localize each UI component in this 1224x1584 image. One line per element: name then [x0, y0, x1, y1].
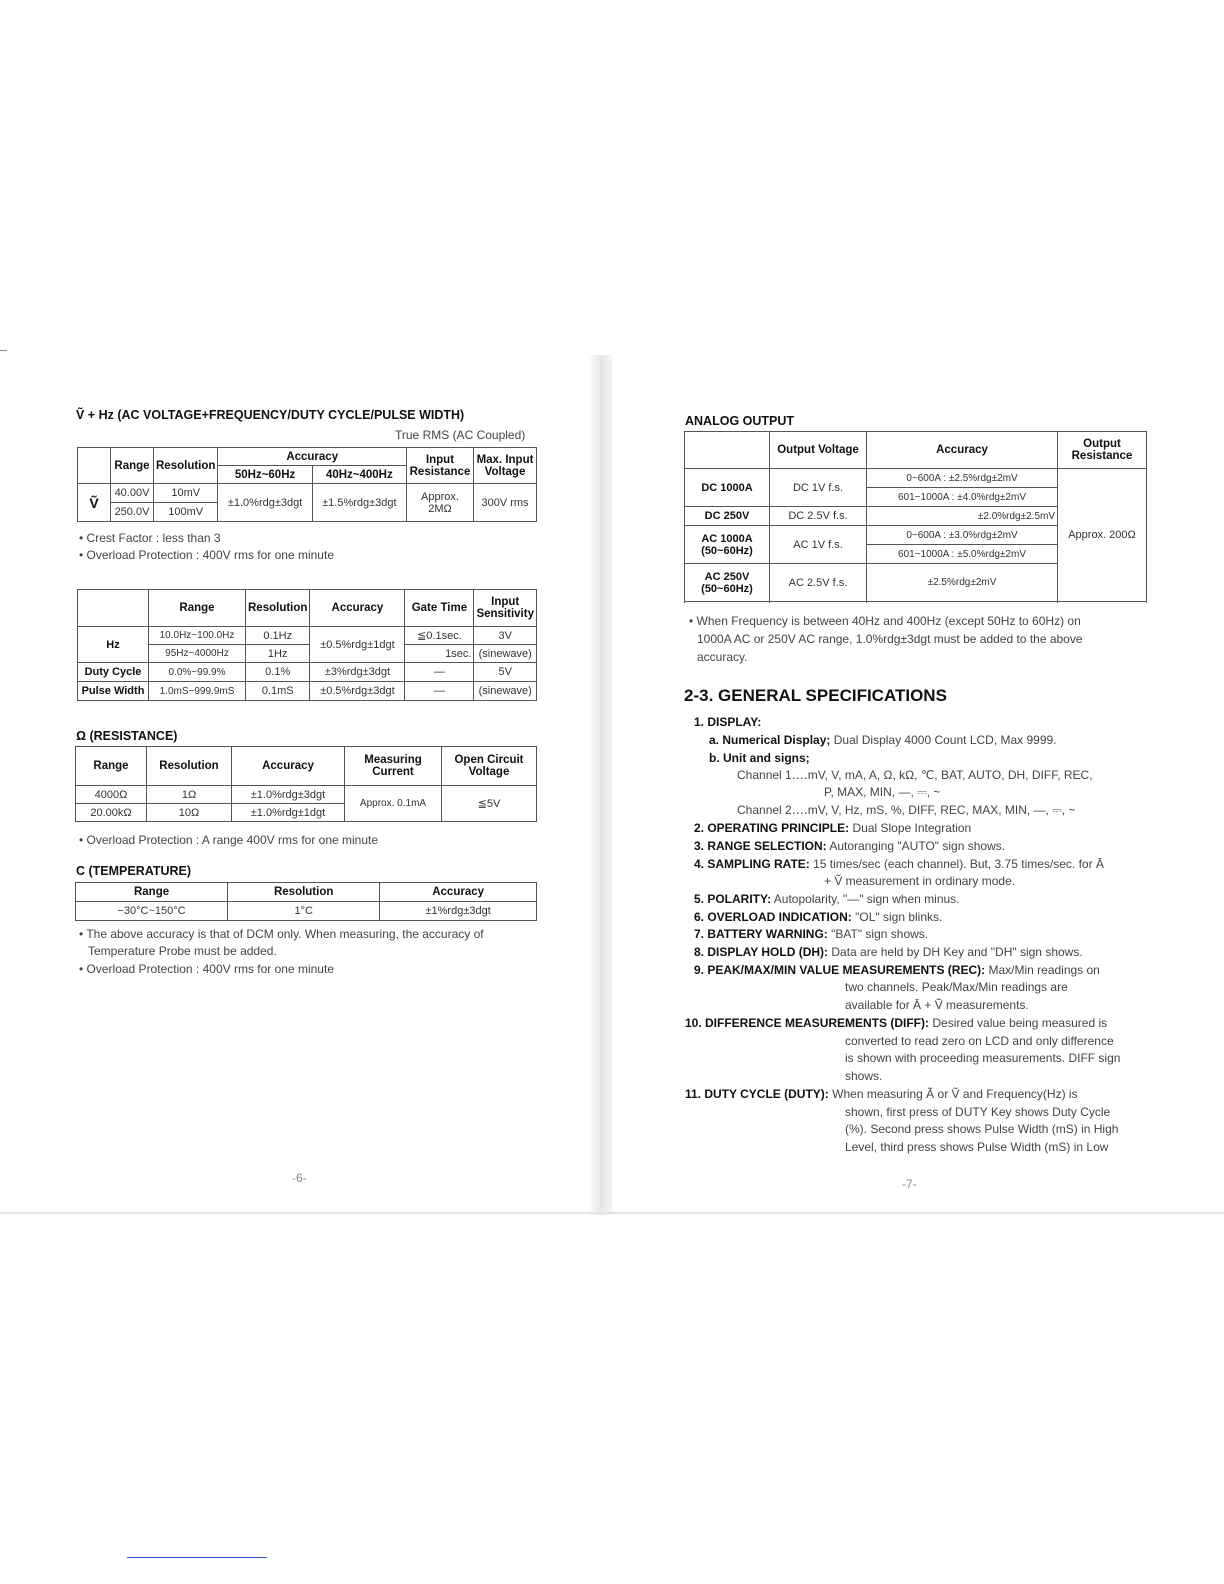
spec-sampling-rate-cont: + Ṽ measurement in ordinary mode.: [824, 874, 1016, 888]
resolution-cell: 0.1%: [246, 663, 310, 682]
resolution-cell: 1°C: [228, 902, 380, 921]
output-voltage-cell: AC 2.5V f.s.: [770, 564, 867, 602]
spec-range-selection: [694, 838, 1005, 855]
spec-label: 8. DISPLAY HOLD (DH):: [694, 945, 829, 959]
header-resolution: Resolution: [228, 883, 380, 902]
ac-250v-freq: (50~60Hz): [701, 582, 753, 595]
output-voltage-cell: DC 2.5V f.s.: [770, 507, 867, 526]
spec-label: 4. SAMPLING RATE:: [694, 857, 810, 871]
ac-250v-label: [685, 564, 770, 602]
header-open-circuit-voltage: Open Circuit Voltage: [442, 747, 537, 786]
temperature-note: • The above accuracy is that of DCM only. When measuring, the accuracy of: [79, 927, 484, 941]
header-accuracy: Accuracy: [867, 432, 1058, 469]
analog-output-table: [684, 431, 1147, 602]
spec-label: b. Unit and signs;: [709, 751, 810, 765]
accuracy-cell: ±0.5%rdg±3dgt: [310, 682, 405, 701]
accuracy-cell: 601~1000A : ±5.0%rdg±2mV: [867, 545, 1058, 564]
input-resistance-cell: Approx. 2MΩ: [407, 484, 474, 522]
accuracy-cell: ±0.5%rdg±1dgt: [310, 627, 405, 663]
spec-label: 10. DIFFERENCE MEASUREMENTS (DIFF):: [685, 1016, 930, 1030]
spec-label: 6. OVERLOAD INDICATION:: [694, 910, 852, 924]
resistance-table: [75, 746, 537, 822]
analog-note: 1000A AC or 250V AC range, 1.0%rdg±3dgt must be added to the above: [697, 632, 1083, 646]
resolution-cell: 0.1mS: [246, 682, 310, 701]
accuracy-cell: ±1.5%rdg±3dgt: [312, 484, 406, 522]
header-range: Range: [111, 448, 154, 484]
gate-cell: 1sec.: [405, 645, 474, 663]
spec-difference-cont: shows.: [845, 1069, 883, 1083]
blank-cell: [685, 432, 770, 469]
channel-2-units: Channel 2‥‥mV, V, Hz, mS, %, DIFF, REC, MAX, MIN, —, ⎓, ~: [737, 803, 1076, 817]
header-accuracy: Accuracy: [232, 747, 345, 786]
spec-text: Dual Slope Integration: [852, 821, 972, 835]
spec-text: "OL" sign blinks.: [855, 910, 943, 924]
resistance-section-title: Ω (RESISTANCE): [76, 729, 178, 743]
spec-text: When measuring Ã or Ṽ and Frequency(Hz) is: [832, 1087, 1078, 1101]
output-voltage-cell: DC 1V f.s.: [770, 469, 867, 507]
range-cell: 40.00V: [111, 484, 154, 503]
resolution-cell: 10Ω: [147, 804, 232, 822]
analog-output-title: ANALOG OUTPUT: [685, 414, 795, 428]
spec-text: "BAT" sign shows.: [831, 927, 929, 941]
spec-label: 3. RANGE SELECTION:: [694, 839, 827, 853]
spec-peak-max-min-cont: two channels. Peak/Max/Min readings are: [845, 980, 1068, 994]
sensitivity-cell: (sinewave): [474, 645, 537, 663]
spec-unit-signs: [709, 750, 810, 767]
accuracy-cell: 0~600A : ±2.5%rdg±2mV: [867, 469, 1058, 488]
header-max-input: Max. Input Voltage: [474, 448, 537, 484]
spec-difference-cont: converted to read zero on LCD and only difference: [845, 1034, 1114, 1048]
spec-label: 1. DISPLAY:: [694, 715, 762, 729]
range-cell: 4000Ω: [76, 786, 147, 804]
resistance-overload-note: • Overload Protection : A range 400V rms for one minute: [79, 833, 379, 847]
page-number: -7-: [902, 1177, 917, 1191]
accuracy-cell: ±2.0%rdg±2.5mV: [867, 507, 1058, 526]
blank-cell: [78, 590, 149, 627]
ac-voltage-table: [77, 447, 537, 522]
spec-numerical-display: [709, 732, 1057, 749]
sensitivity-cell: 5V: [474, 663, 537, 682]
book-gutter: [588, 355, 612, 1215]
header-40-400hz: 40Hz~400Hz: [312, 466, 406, 484]
analog-note: • When Frequency is between 40Hz and 400Hz (except 50Hz to 60Hz) on: [689, 614, 1081, 628]
max-input-cell: 300V rms: [474, 484, 537, 522]
output-voltage-cell: AC 1V f.s.: [770, 526, 867, 564]
gate-cell: —: [405, 663, 474, 682]
pulse-width-label: Pulse Width: [78, 682, 149, 701]
spec-text: Autopolarity, "—" sign when minus.: [773, 892, 960, 906]
header-input-resistance: Input Resistance: [407, 448, 474, 484]
spec-polarity: [694, 891, 960, 908]
header-gate-time: Gate Time: [405, 590, 474, 627]
spec-difference: [685, 1015, 1107, 1032]
ac-250v-line: AC 250V: [704, 570, 750, 583]
channel-1-units: Channel 1‥‥mV, V, mA, A, Ω, kΩ, ℃, BAT, AUTO, DH, DIFF, REC,: [737, 768, 1093, 782]
header-50-60hz: 50Hz~60Hz: [218, 466, 312, 484]
open-voltage-cell: ≦5V: [442, 786, 537, 822]
page-bottom-edge: [0, 1212, 1224, 1214]
accuracy-cell: ±2.5%rdg±2mV: [867, 564, 1058, 602]
header-accuracy: Accuracy: [310, 590, 405, 627]
header-range: Range: [149, 590, 246, 627]
ac-1000a-line: AC 1000A: [701, 532, 753, 545]
spec-duty-cycle-cont: (%). Second press shows Pulse Width (mS) in High: [845, 1122, 1119, 1136]
accuracy-cell: ±3%rdg±3dgt: [310, 663, 405, 682]
spec-text: Data are held by DH Key and "DH" sign shows.: [831, 945, 1083, 959]
header-input-sensitivity: Input Sensitivity: [474, 590, 537, 627]
overload-note: • Overload Protection : 400V rms for one minute: [79, 548, 334, 562]
analog-note: accuracy.: [697, 650, 748, 664]
output-resistance-cell: Approx. 200Ω: [1058, 469, 1147, 602]
range-cell: 95Hz~4000Hz: [149, 645, 246, 663]
header-range: Range: [76, 747, 147, 786]
range-cell: 10.0Hz~100.0Hz: [149, 627, 246, 645]
temperature-section-title: C (TEMPERATURE): [76, 864, 192, 878]
resolution-cell: 10mV: [154, 484, 218, 503]
ac-1000a-label: [685, 526, 770, 564]
spec-label: 9. PEAK/MAX/MIN VALUE MEASUREMENTS (REC):: [694, 963, 986, 977]
ac-1000a-freq: (50~60Hz): [701, 544, 753, 557]
temperature-note: Temperature Probe must be added.: [88, 944, 277, 958]
spec-text: Dual Display 4000 Count LCD, Max 9999.: [833, 733, 1057, 747]
resolution-cell: 0.1Hz: [246, 627, 310, 645]
spec-label: 5. POLARITY:: [694, 892, 772, 906]
accuracy-cell: ±1.0%rdg±1dgt: [232, 804, 345, 822]
resolution-cell: 100mV: [154, 503, 218, 522]
spec-peak-max-min-cont: available for Ā + Ṽ measurements.: [845, 998, 1029, 1012]
spec-label: 7. BATTERY WARNING:: [694, 927, 828, 941]
accuracy-cell: ±1.0%rdg±3dgt: [218, 484, 312, 522]
spec-label: a. Numerical Display;: [709, 733, 831, 747]
page-number: -6-: [292, 1171, 307, 1185]
vhz-section-title: Ṽ + Hz (AC VOLTAGE+FREQUENCY/DUTY CYCLE/PULSE WIDTH): [76, 408, 465, 422]
resolution-cell: 1Hz: [246, 645, 310, 663]
duty-cycle-label: Duty Cycle: [78, 663, 149, 682]
sensitivity-cell: 3V: [474, 627, 537, 645]
blank-cell: [78, 448, 111, 484]
spec-duty-cycle-cont: Level, third press shows Pulse Width (mS) in Low: [845, 1140, 1109, 1154]
spec-display-hold: [694, 944, 1083, 961]
header-resolution: Resolution: [154, 448, 218, 484]
gate-cell: —: [405, 682, 474, 701]
range-cell: 20.00kΩ: [76, 804, 147, 822]
spec-operating-principle: [694, 820, 971, 837]
range-cell: −30°C~150°C: [76, 902, 228, 921]
range-cell: 0.0%~99.9%: [149, 663, 246, 682]
accuracy-cell: ±1.0%rdg±3dgt: [232, 786, 345, 804]
header-resolution: Resolution: [246, 590, 310, 627]
header-output-voltage: Output Voltage: [770, 432, 867, 469]
header-accuracy: Accuracy: [218, 448, 407, 466]
spec-label: 11. DUTY CYCLE (DUTY):: [685, 1087, 829, 1101]
spec-sampling-rate: [694, 856, 1104, 873]
frequency-table: [77, 589, 537, 701]
spec-peak-max-min: [694, 962, 1100, 979]
header-measuring-current: Measuring Current: [345, 747, 442, 786]
spec-display: [694, 714, 761, 731]
spec-duty-cycle-cont: shown, first press of DUTY Key shows Duty Cycle: [845, 1105, 1111, 1119]
general-specifications-title: 2-3. GENERAL SPECIFICATIONS: [684, 686, 947, 705]
channel-1-units-cont: P, MAX, MIN, —, ⎓, ~: [824, 785, 941, 799]
margin-mark: [0, 350, 7, 351]
spec-text: Desired value being measured is: [932, 1016, 1108, 1030]
header-range: Range: [76, 883, 228, 902]
header-accuracy: Accuracy: [380, 883, 537, 902]
crest-factor-note: • Crest Factor : less than 3: [79, 531, 221, 545]
ac-voltage-symbol: Ṽ: [78, 484, 111, 522]
spec-battery-warning: [694, 926, 928, 943]
resolution-cell: 1Ω: [147, 786, 232, 804]
spec-label: 2. OPERATING PRINCIPLE:: [694, 821, 850, 835]
hz-label: Hz: [78, 627, 149, 663]
spec-text: 15 times/sec (each channel). But, 3.75 times/sec. for Ā: [813, 857, 1104, 871]
measuring-current-cell: Approx. 0.1mA: [345, 786, 442, 822]
temperature-overload-note: • Overload Protection : 400V rms for one minute: [79, 962, 334, 976]
sensitivity-cell: (sinewave): [474, 682, 537, 701]
range-cell: 1.0mS~999.9mS: [149, 682, 246, 701]
range-cell: 250.0V: [111, 503, 154, 522]
dc-1000a-label: DC 1000A: [685, 469, 770, 507]
spec-duty-cycle: [685, 1086, 1078, 1103]
temperature-table: [75, 882, 537, 921]
accuracy-cell: 601~1000A : ±4.0%rdg±2mV: [867, 488, 1058, 507]
vhz-subtitle: True RMS (AC Coupled): [395, 428, 526, 442]
spec-overload-indication: [694, 909, 942, 926]
spec-text: Max/Min readings on: [988, 963, 1100, 977]
accuracy-cell: 0~600A : ±3.0%rdg±2mV: [867, 526, 1058, 545]
header-resolution: Resolution: [147, 747, 232, 786]
spec-difference-cont: is shown with proceeding measurements. DIFF sign: [845, 1051, 1121, 1065]
accuracy-cell: ±1%rdg±3dgt: [380, 902, 537, 921]
link-underline: [127, 1557, 267, 1558]
header-output-resistance: Output Resistance: [1058, 432, 1147, 469]
dc-250v-label: DC 250V: [685, 507, 770, 526]
gate-cell: ≦0.1sec.: [405, 627, 474, 645]
spec-text: Autoranging "AUTO" sign shows.: [829, 839, 1006, 853]
